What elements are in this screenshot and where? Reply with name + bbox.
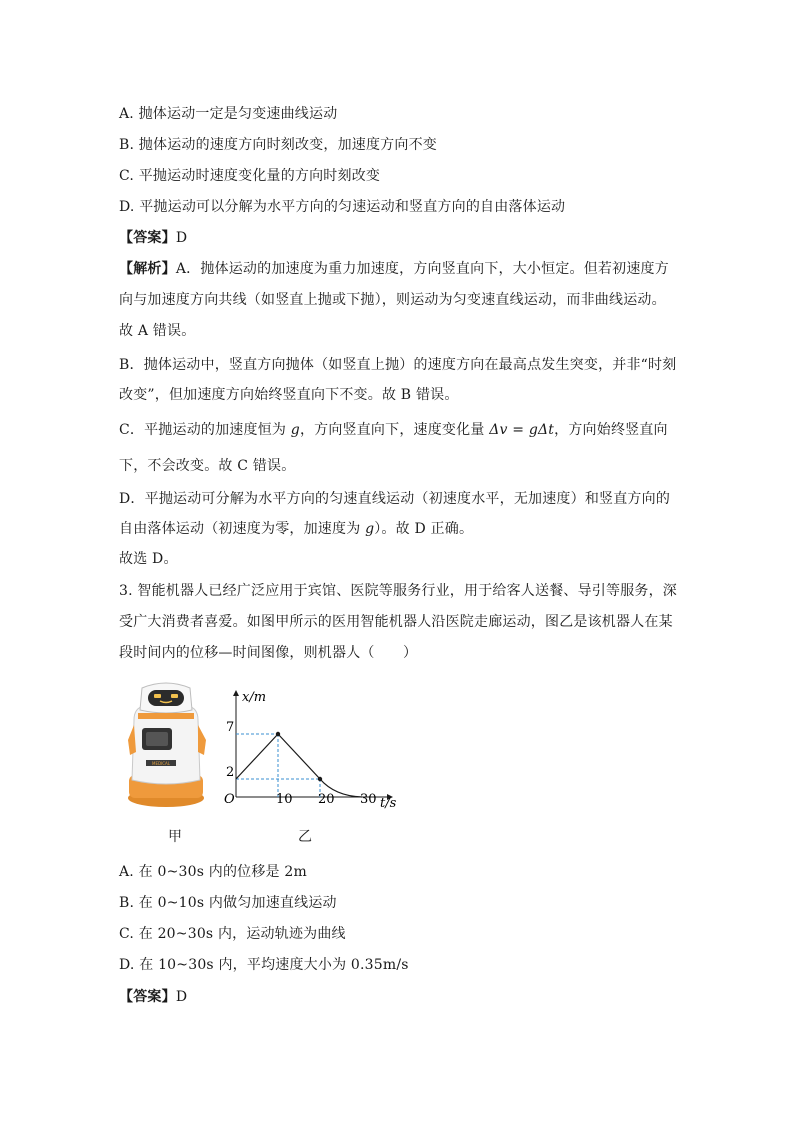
analysis-text: A．抛体运动的加速度为重力加速度，方向竖直向下，大小恒定。但若初速度方 (175, 261, 669, 277)
q3-option-a: A. 在 0~30s 内的位移是 2m (119, 864, 307, 880)
analysis-line-3: 故 A 错误。 (119, 323, 196, 339)
xt-graph (220, 685, 405, 810)
analysis-line-10: 故选 D。 (119, 551, 178, 567)
analysis-line-4: B．抛体运动中，竖直方向抛体（如竖直上抛）的速度方向在最高点发生突变，并非“时刻 (119, 357, 677, 373)
analysis-line-5: 改变”，但加速度方向始终竖直向下不变。故 B 错误。 (119, 387, 459, 403)
option-c: C. 平抛运动时速度变化量的方向时刻改变 (119, 168, 381, 184)
series-segment-0 (236, 734, 278, 779)
answer-value: D (175, 230, 188, 246)
series-segment-1 (278, 734, 320, 779)
symbol-g: g (365, 521, 375, 537)
y-tick-7: 7 (226, 720, 235, 735)
question3-line-1: 3. 智能机器人已经广泛应用于宾馆、医院等服务行业，用于给客人送餐、导引等服务，深 (119, 583, 678, 599)
caption-jia: 甲 (168, 829, 182, 845)
analysis-text: ，方向竖直向下，速度变化量 (299, 422, 490, 438)
analysis-text: ，方向始终竖直向 (554, 422, 668, 438)
origin-label: O (224, 792, 235, 807)
x-tick-30: 30 (360, 792, 377, 807)
y-tick-2: 2 (226, 765, 235, 780)
x-tick-20: 20 (318, 792, 335, 807)
x-tick-10: 10 (276, 792, 293, 807)
caption-yi: 乙 (298, 829, 312, 845)
robot-badge-text: MEDICAL (152, 761, 170, 766)
analysis-line-8: D．平抛运动可分解为水平方向的匀速直线运动（初速度水平，无加速度）和竖直方向的 (119, 491, 671, 507)
analysis-line-7: 下，不会改变。故 C 错误。 (119, 458, 296, 474)
x-axis-label: t/s (380, 796, 397, 810)
data-point-20s (318, 777, 322, 781)
question3-line-2: 受广大消费者喜爱。如图甲所示的医用智能机器人沿医院走廊运动，图乙是该机器人在某 (119, 614, 673, 630)
y-axis-label: x/m (242, 690, 267, 705)
data-point-10s (276, 732, 280, 736)
analysis-line-6 (119, 420, 668, 440)
analysis-line-2: 向与加速度方向共线（如竖直上抛或下抛），则运动为匀变速直线运动，而非曲线运动。 (119, 292, 666, 308)
q3-option-d: D. 在 10~30s 内，平均速度大小为 0.35m/s (119, 957, 409, 973)
formula-delta-v: Δv = gΔt (489, 422, 555, 438)
analysis-line-9 (119, 519, 473, 539)
answer-line (119, 228, 187, 248)
robot-image (120, 680, 212, 810)
analysis-text: C．平抛运动的加速度恒为 (119, 422, 291, 438)
option-a: A. 抛体运动一定是匀变速曲线运动 (119, 106, 338, 122)
question3-line-3: 段时间内的位移—时间图像，则机器人（ ） (119, 645, 418, 661)
analysis-text: ）。故 D 正确。 (374, 521, 474, 537)
answer-label: 【答案】 (119, 230, 176, 246)
q3-answer-line (119, 987, 187, 1007)
q3-option-b: B. 在 0~10s 内做匀加速直线运动 (119, 895, 337, 911)
option-b: B. 抛体运动的速度方向时刻改变，加速度方向不变 (119, 137, 437, 153)
analysis-line-1 (119, 259, 669, 279)
q3-option-c: C. 在 20~30s 内，运动轨迹为曲线 (119, 926, 346, 942)
answer-label: 【答案】 (119, 989, 176, 1005)
option-d: D. 平抛运动可以分解为水平方向的匀速运动和竖直方向的自由落体运动 (119, 199, 566, 215)
analysis-label: 【解析】 (119, 261, 176, 277)
answer-value: D (175, 989, 188, 1005)
symbol-g: g (290, 422, 300, 438)
analysis-text: 自由落体运动（初速度为零，加速度为 (119, 521, 366, 537)
